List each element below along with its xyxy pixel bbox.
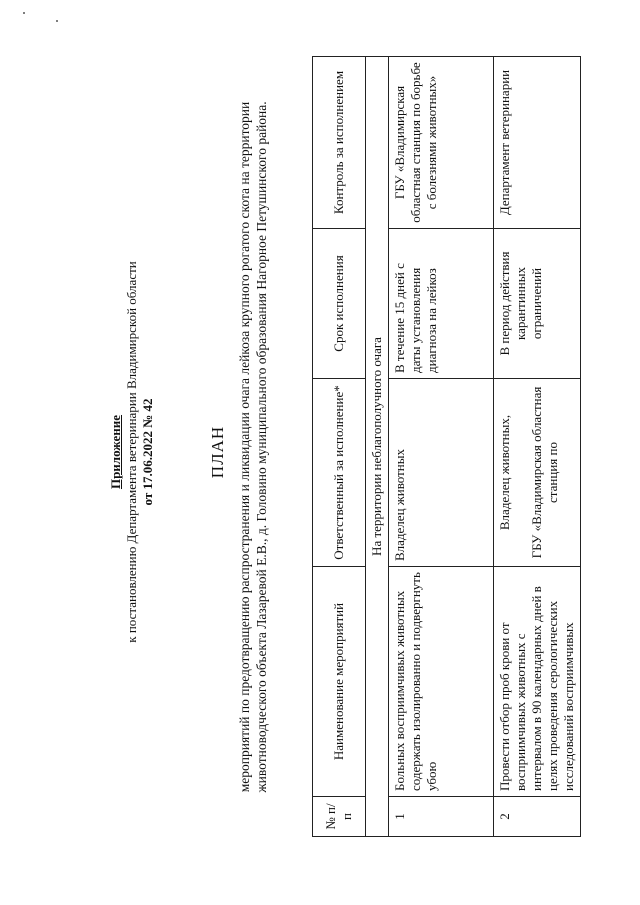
- header-responsible: Ответственный за исполнение*: [313, 379, 366, 567]
- cell-num: 2: [494, 797, 581, 837]
- table-row: [389, 57, 494, 837]
- cell-responsible-text: Владелец животных: [392, 449, 407, 561]
- plan-table: [312, 56, 581, 837]
- appendix-label: Приложение: [108, 414, 123, 490]
- scan-speck: [23, 12, 25, 14]
- appendix-resolution: к постановлению Департамента ветеринарии Владимирской области: [124, 261, 139, 643]
- cell-term: В течение 15 дней с даты установления диагноза на лейкоз: [389, 229, 494, 379]
- header-control: Контроль за исполнением: [313, 57, 366, 229]
- rotated-page: [90, 27, 576, 877]
- table-header-row: [313, 57, 366, 837]
- cell-num: 1: [389, 797, 494, 837]
- table-section-row: [366, 57, 389, 837]
- cell-control: Департамент ветеринарии: [494, 57, 581, 229]
- cell-responsible-text: Владелец животных,: [497, 414, 512, 531]
- scan-speck: [56, 20, 58, 22]
- cell-name: Провести отбор проб крови от восприимчивых животных с интервалом в 90 календарных дней в целях проведения серологических исследований восприимчивых: [494, 567, 581, 797]
- cell-responsible: [389, 379, 494, 567]
- cell-spacer: [513, 384, 529, 561]
- section-title: На территории неблагополучного очага: [366, 57, 389, 837]
- cell-responsible-extra: ГБУ «Владимирская областная станция по: [529, 386, 560, 559]
- header-name: Наименование мероприятий: [313, 567, 366, 797]
- cell-responsible: [494, 379, 581, 567]
- appendix-block: [108, 27, 156, 877]
- cell-control: ГБУ «Владимирская областная станция по борьбе с болезнями животных»: [389, 57, 494, 229]
- header-num: № п/п: [313, 797, 366, 837]
- document-intro: мероприятий по предотвращению распространения и ликвидации очага лейкоза крупного рогатого скота на территории животноводческого объекта Лазаревой Е.В., д. Головино муниципального образования Нагорное Петушинского района.: [237, 101, 269, 793]
- header-term: Срок исполнения: [313, 229, 366, 379]
- table-row: [494, 57, 581, 837]
- cell-name: Больных восприимчивых животных содержать изолированно и подвергнуть убою: [389, 567, 494, 797]
- cell-term: В период действия карантинных ограничений: [494, 229, 581, 379]
- appendix-date-number: от 17.06.2022 № 42: [140, 398, 155, 506]
- document-title: ПЛАН: [208, 425, 227, 479]
